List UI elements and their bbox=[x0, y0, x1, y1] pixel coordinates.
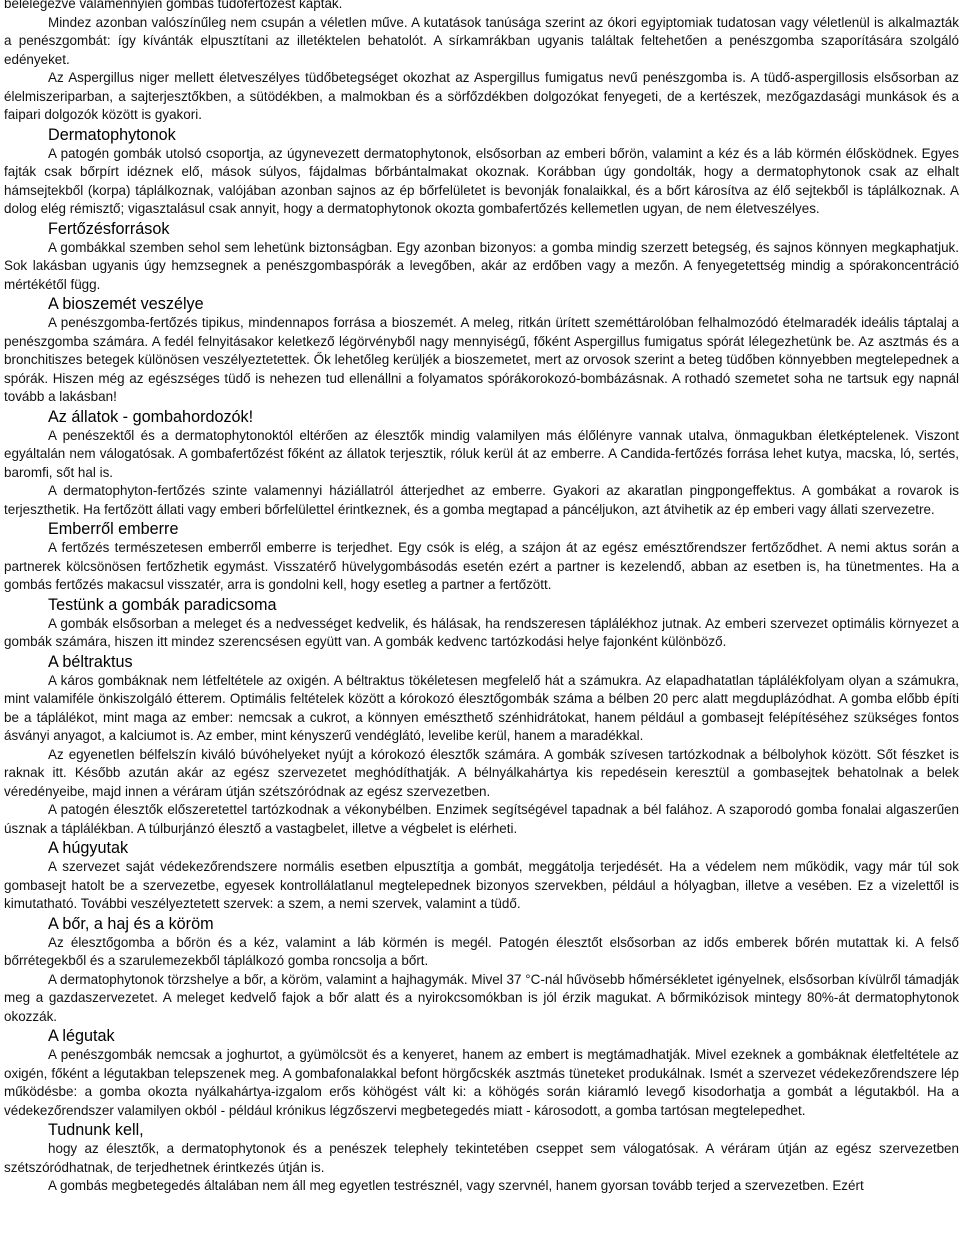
paragraph: belélegezve valamennyien gombás tüdőfertőzést kaptak. bbox=[4, 0, 343, 11]
paragraph: A penészektől és a dermatophytonoktól eltérően az élesztők mindig valamilyen más élőlényre vannak utalva, önmagukban életképtelenek. Viszont egyáltalán nem válogatósak. A gombafertőzést főként az állatok terjesztik, róluk kerül át az emberre. A Candida-fertőzés forrása lehet kutya, macska, ló, sertés, baromfi, sőt hal is. bbox=[4, 427, 959, 480]
paragraph: A gombák elsősorban a meleget és a nedvességet kedvelik, és hálásak, ha rendszeresen táplálékhoz jutnak. Az emberi szervezet optimális környezet a gombák számára, hiszen itt mindez szerencsésen együtt van. A gombák kedvenc tartózkodási helye fajonként különböző. bbox=[4, 615, 959, 649]
paragraph: A dermatophyton-fertőzés szinte valamennyi háziállatról átterjedhet az emberre. Gyakori az akaratlan pingpongeffektus. A gombákat a rovarok is terjeszthetik. Ha fertőzött állati vagy emberi bőrfelülettel érintkeznek, és a gomba megtapad a páncéljukon, azt átvihetik az ép emberi vagy állati szervezetre. bbox=[4, 483, 959, 517]
section-heading: A húgyutak bbox=[48, 839, 129, 857]
paragraph: Mindez azonban valószínűleg nem csupán a véletlen műve. A kutatások tanúsága szerint az ókori egyiptomiak tudatosan vagy véletlenül is alkalmazták a penészgombát: így kívánták elpusztítani az illetéktelen behatolót. A sírkamrákban ugyanis találtak feltehetően a penészgomba szaporítására szolgáló edényeket. bbox=[4, 14, 959, 67]
paragraph: A káros gombáknak nem létfeltétele az oxigén. A béltraktus tökéletesen megfelelő hát a számukra. Az elapadhatatlan táplálékfolyam olyan a számukra, mint valamiféle önkiszolgáló étterem. Optimális feltételek között a kórokozó élesztőgombák száma a bélben 20 perc alatt megduplázódhat. A gomba előbb építi be a táplálékot, mint maga az ember: nemcsak a cukrot, a könnyen emészthető szénhidrátokat, hanem például a gombasejt felépítéséhez szükséges fontos ásványi anyagot, a kalciumot is. Az ember, mint kényszerű vendéglátó, levelibe kerül, hanem a maradékkal. bbox=[4, 672, 959, 743]
section-heading: Az állatok - gombahordozók! bbox=[48, 407, 254, 426]
section-heading: A béltraktus bbox=[48, 652, 133, 671]
section-heading: Dermatophytonok bbox=[48, 125, 176, 144]
section-heading: A bőr, a haj és a köröm bbox=[48, 914, 214, 933]
paragraph: Az Aspergillus niger mellett életveszélyes tüdőbetegséget okozhat az Aspergillus fumigatus nevű penészgomba is. A tüdő-aspergillosis elsősorban az élelmiszeriparban, a sajterjesztőkben, a sütödékben, a malmokban és a sörfőzdékben dolgozókat fenyegeti, de a kertészek, mezőgazdasági munkások és a faipari dolgozók között is gyakori. bbox=[4, 70, 959, 122]
paragraph: A dermatophytonok törzshelye a bőr, a köröm, valamint a hajhagymák. Mivel 37 °C-nál hűvösebb hőmérsékletet igényelnek, elsősorban kívülről támadják meg a gazdaszervezetet. A meleget kedvelő fajok a bőr alatt és a nyirokcsomókban is jól érzik magukat. A bőrmikózisok mintegy 80%-át dermatophytonok okozzák. bbox=[4, 971, 959, 1024]
paragraph: A gombákkal szemben sehol sem lehetünk biztonságban. Egy azonban bizonyos: a gomba mindig szerzett betegség, és sajnos könnyen megkaphatjuk. Sok lakásban ugyanis úgy hemzsegnek a penészgombaspórák a levegőben, akár az erdőben vagy a mezőn. A fenyegetettség mindig a spórakoncentráció mértékétől függ. bbox=[4, 239, 959, 292]
paragraph: Az élesztőgomba a bőrön és a kéz, valamint a láb körmén is megél. Patogén élesztőt elsősorban az idős emberek bőrén mutattak ki. A felső bőrrétegekből és a szarulemezekből táplálkozó gomba roncsolja a bőrt. bbox=[4, 934, 959, 968]
paragraph: A penészgomba-fertőzés tipikus, mindennapos forrása a bioszemét. A meleg, ritkán ürített szeméttárolóban felhalmozódó ételmaradék ideális táptalaj a penészgomba számára. A fedél felnyitásakor keletkező légörvényből nagy mennyiségű, főként Aspergillus fumigatus spórát lélegezhetünk be. Az asztmás és a bronchitiszes betegek különösen veszélyeztetettek. Ők lehetőleg kerüljék a bioszemetet, mert az orvosok szerint a beteg tüdőben könnyebben megtelepednek a spórák. Hiszen még az egészséges tüdő is nehezen tud ellenállni a folyamatos spórákorokozó-bombázásnak. A rothadó szemetet soha ne tartsuk egy napnál tovább a lakásban! bbox=[4, 315, 959, 404]
section-heading: Fertőzésforrások bbox=[48, 219, 170, 238]
section-heading: Emberről emberre bbox=[48, 520, 179, 538]
paragraph: hogy az élesztők, a dermatophytonok és a penészek telephely tekintetében cseppet sem válogatósak. A véráram útján az egész szervezetben szétszóródhatnak, de terjedhetnek érintkezés útján is. bbox=[4, 1141, 959, 1175]
paragraph: A fertőzés természetesen emberről emberre is terjedhet. Egy csók is elég, a szájon át az egész emésztőrendszer fertőződhet. A nemi aktus során a partnerek kölcsönösen fertőzhetik egymást. Visszatérő hüvelygombásodás esetén ezért a partner is kezelendő, abban az esetben is, ha tünetmentes. Ha a gombás fertőzés makacsul visszatér, arra is gondolni kell, hogy esetleg a partner a fertőzött. bbox=[4, 540, 959, 592]
section-heading: A bioszemét veszélye bbox=[48, 295, 204, 313]
paragraph: A szervezet saját védekezőrendszere normális esetben elpusztítja a gombát, meggátolja terjedését. Ha a védelem nem működik, vagy már túl sok gombasejt hatolt be a szervezetbe, egyesek kontrollálatlanul megtelepednek bizonyos szervekben, például a hólyagban, illetve a vesében. Ez a vizelettől is kimutatható. További veszélyeztetett szervek: a szem, a nemi szervek, valamint a tüdő. bbox=[4, 859, 959, 911]
section-heading: Tudnunk kell, bbox=[48, 1121, 144, 1139]
section-heading: A légutak bbox=[48, 1027, 115, 1045]
section-heading: Testünk a gombák paradicsoma bbox=[48, 595, 277, 614]
document-page bbox=[4, 0, 959, 1196]
paragraph: A gombás megbetegedés általában nem áll meg egyetlen testrésznél, vagy szervnél, hanem gyorsan tovább terjed a szervezetben. Ezért bbox=[48, 1178, 864, 1193]
paragraph: A patogén gombák utolsó csoportja, az úgynevezett dermatophytonok, elsősorban az emberi bőrön, valamint a kéz és a láb körmén élősködnek. Egyes fajták csak bőrpírt idéznek elő, mások súlyos, fájdalmas bőrbántalmakat okoznak. Korábban úgy gondolták, hogy a dermatophytonok csak az elhalt hámsejtekből (korpa) táplálkoznak, valójában azonban sajnos az ép bőrfelületet is bevonják fonalaikkal, és a bőrt károsítva az élő sejtekből is táplálkoznak. A dolog elég rémisztő; vigasztalásul csak annyit, hogy a dermatophytonok okozta gombafertőzés kellemetlen ugyan, de nem életveszélyes. bbox=[4, 145, 959, 216]
paragraph: A penészgombák nemcsak a joghurtot, a gyümölcsöt és a kenyeret, hanem az embert is megtámadhatják. Mivel ezeknek a gombáknak életfeltétele az oxigén, főként a légutakban telepszenek meg. A gombafonalakkal befont hörgőcskék asztmás tüneteket produkálnak. Ismét a szervezet védekezőrendszere lép működésbe: a gomba okozta nyálkahártya-izgalom erős köhögést vált ki: a köhögés során kiáramló levegő kisodorhatja a gombát a légutakból. Ha a védekezőrendszer valamilyen okból - például krónikus légzőszervi megbetegedés miatt - károsodott, a gomba tartósan megtelepedhet. bbox=[4, 1047, 959, 1118]
paragraph: A patogén élesztők előszeretettel tartózkodnak a vékonybélben. Enzimek segítségével tapadnak a bél falához. A szaporodó gomba fonalai algaszerűen úsznak a táplálékban. A túlburjánzó élesztő a vastagbelet, illetve a végbelet is elérheti. bbox=[4, 802, 959, 836]
paragraph: Az egyenetlen bélfelszín kiváló búvóhelyeket nyújt a kórokozó élesztők számára. A gombák szívesen tartózkodnak a bélbolyhok között. Sőt fészket is raknak itt. Később azután akár az egész szervezetet meghódíthatják. A bélnyálkahártya kis repedésein keresztül a gombasejtek behatolnak a belek véredényeibe, majd innen a véráram útján szétszóródnak az egész szervezetben. bbox=[4, 746, 959, 799]
